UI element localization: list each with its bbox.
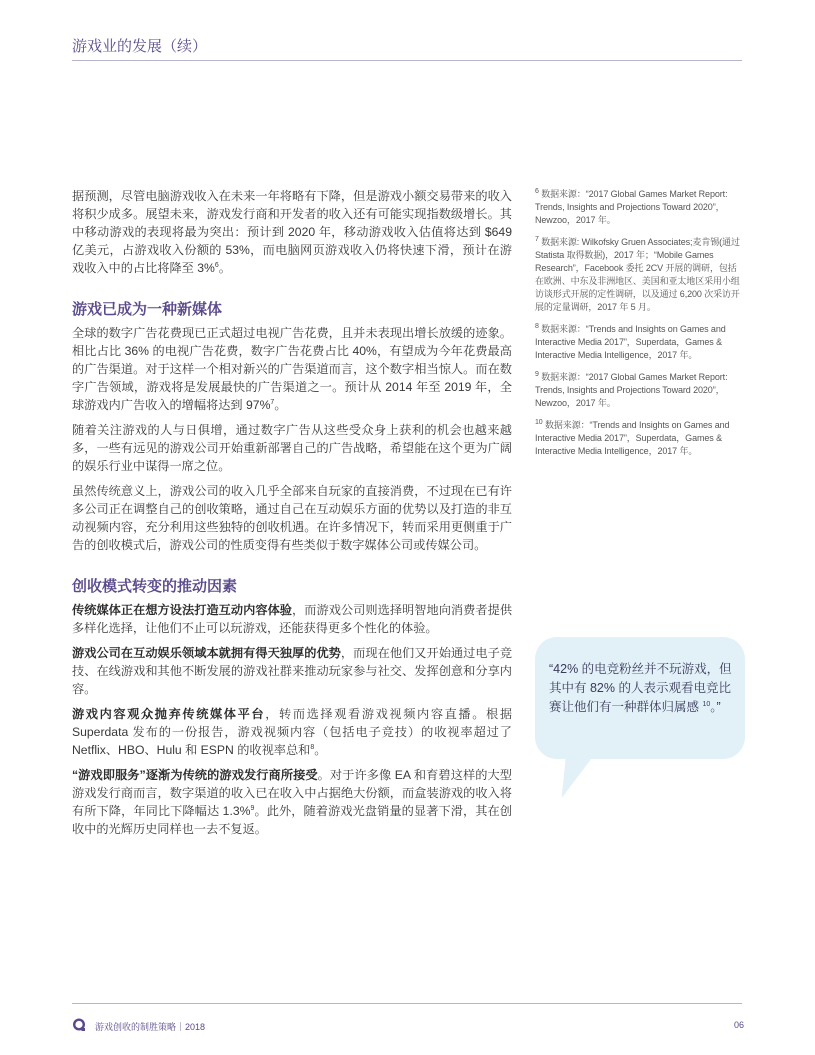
footnote-ref: 9 <box>250 804 255 812</box>
ring-logo-icon <box>72 1018 86 1032</box>
section1-paragraph-3: 虽然传统意义上，游戏公司的收入几乎全部来自玩家的直接消费，不过现在已有许多公司正在调整自己的创收策略，通过自己在互动娱乐方面的优势以及打造的非互动视频内容，充分利用这些独特的创收机遇。在许多情况下，转而采用更侧重于广告的创收模式后，游戏公司的性质变得有些类似于数字媒体公司或传媒公司。 <box>72 484 512 552</box>
footnote-10: $^{10}$ 数据来源：“Trends and Insights on Games and Interactive Media 2017”，Superdata，Games & Interactive Media Intelligence，2017 年。 <box>535 419 730 456</box>
section2-paragraph-1: 传统媒体正在想方设法打造互动内容体验，而游戏公司则选择明智地向消费者提供多样化选择，让他们不止可以玩游戏，还能获得更多个性化的体验。 <box>72 603 513 635</box>
footer-divider <box>72 1003 742 1004</box>
section2-paragraph-3: 游戏内容观众抛弃传统媒体平台，转而选择观看游戏视频内容直播。根据 Superdata 发布的一份报告，游戏视频内容（包括电子竞技）的收视率超过了 Netflix、HBO、Hulu 和 ESPN 的收视率总和$^8$。 <box>72 707 513 757</box>
section1-paragraph-1: 全球的数字广告花费现已正式超过电视广告花费，且并未表现出增长放缓的迹象。相比占比 36% 的电视广告花费，数字广告花费占比 40%，有望成为今年花费最高的广告渠道。对于这样一个相对新兴的广告渠道而言，这个数字相当惊人。而在数字广告领域，游戏将是发展最快的广告渠道之一。预计从 2014 年至 2019 年，全球游戏内广告收入的增幅将达到 97%$^7$。 <box>72 326 512 412</box>
footnotes-column <box>535 188 745 467</box>
page-header-title: 游戏业的发展（续） <box>72 38 208 55</box>
footnote-ref: 6 <box>214 261 219 269</box>
section-heading-new-media: 游戏已成为一种新媒体 <box>72 301 223 318</box>
footnote-ref: 7 <box>270 398 275 406</box>
footnote-9: $^9$ 数据来源：“2017 Global Games Market Report: Trends, Insights and Projections Toward 2020”，Newzoo，2017 年。 <box>535 371 728 408</box>
footnote-8: $^8$ 数据来源：“Trends and Insights on Games and Interactive Media 2017”，Superdata，Games & Interactive Media Intelligence，2017 年。 <box>535 323 726 360</box>
main-column <box>72 187 512 845</box>
footnote-6: $^6$ 数据来源：“2017 Global Games Market Report: Trends, Insights and Projections Toward 2020”，Newzoo，2017 年。 <box>535 188 728 225</box>
section2-paragraph-4: “游戏即服务”逐渐为传统的游戏发行商所接受。对于许多像 EA 和育碧这样的大型游戏发行商而言，数字渠道的收入已在收入中占据绝大份额，而盒装游戏的收入将有所下降，年同比下降幅达 1.3%$^9$。此外，随着游戏光盘销量的显著下滑，其在创收中的光辉历史同样也一去不复返。 <box>72 768 513 836</box>
page-number: 06 <box>733 1020 744 1030</box>
section-heading-drivers: 创收模式转变的推动因素 <box>72 578 238 595</box>
pull-quote-text: “42% 的电竞粉丝并不玩游戏，但其中有 82% 的人表示观看电竞比赛让他们有一种群体归属感 $^{10}$。” <box>549 662 732 714</box>
footer-publication-title: 游戏创收的制胜策略｜2018 <box>95 1022 206 1032</box>
header-divider <box>72 60 742 61</box>
footnote-ref: 8 <box>310 743 315 751</box>
section1-paragraph-2: 随着关注游戏的人与日俱增，通过数字广告从这些受众身上获利的机会也越来越多，一些有远见的游戏公司开始重新部署自己的广告战略，希望能在这个更为广阔的娱乐行业中谋得一席之位。 <box>72 423 512 473</box>
section2-paragraph-2: 游戏公司在互动娱乐领域本就拥有得天独厚的优势，而现在他们又开始通过电子竞技、在线游戏和其他不断发展的游戏社群来推动玩家参与社交、发挥创意和分享内容。 <box>72 646 513 696</box>
footnote-7: $^7$ 数据来源: Wilkofsky Gruen Associates;麦肯锡(通过 Statista 取得数据)，2017 年；“Mobile Games Research”，Facebook 委托 2CV 开展的调研，包括在欧洲、中东及非洲地区、美国和亚太地区采用小组访谈形式开展的定性调研，以及通过 6,200 次采访开展的定量调研，2017 年 5 月。 <box>535 236 740 312</box>
intro-paragraph: 据预测，尽管电脑游戏收入在未来一年将略有下降，但是游戏小额交易带来的收入将积少成多。展望未来，游戏发行商和开发者的收入还有可能实现指数级增长。其中移动游戏的表现将最为突出：预计到 2020 年，移动游戏收入估值将达到 $649 亿美元，占游戏收入份额的 53%，而电脑网页游戏收入仍将快速下滑，预计在游戏收入中的占比将降至 3%$^6$。 <box>72 189 512 275</box>
